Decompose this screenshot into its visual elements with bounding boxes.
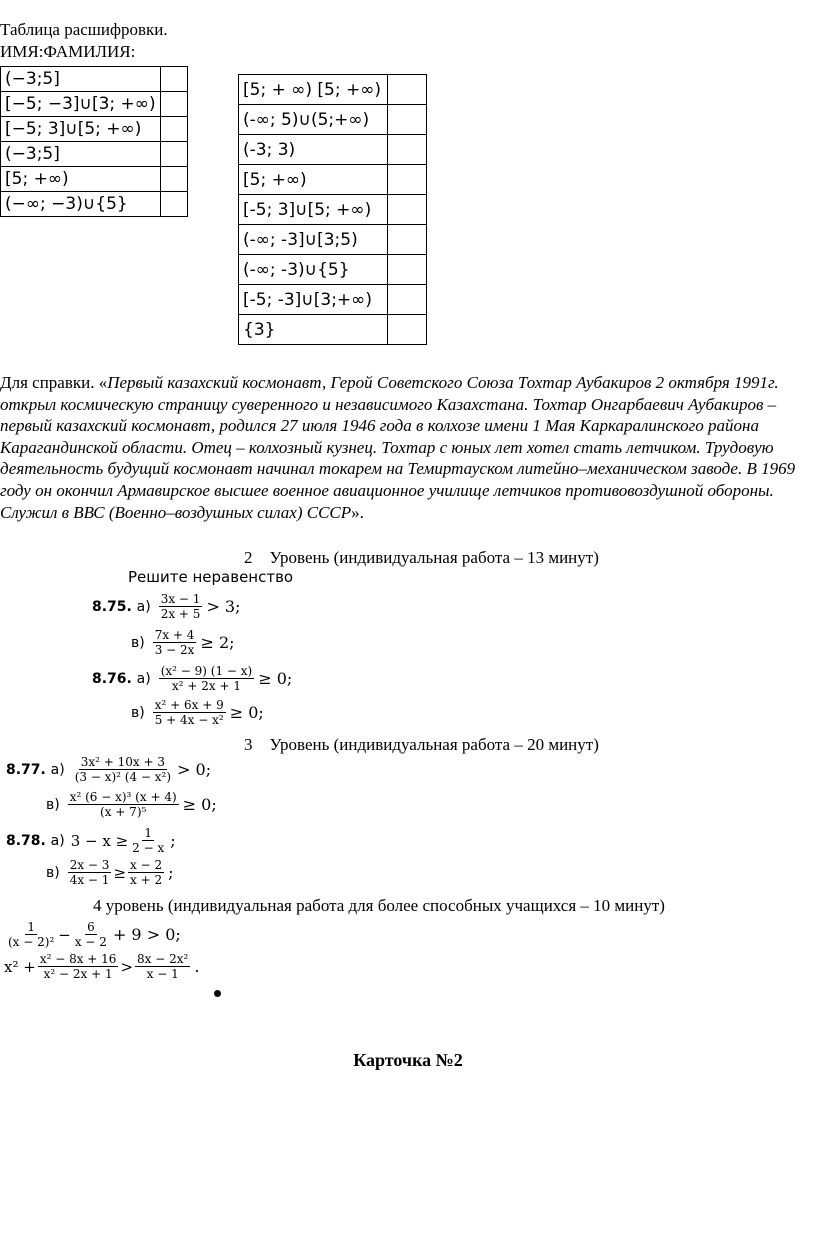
answer-cell[interactable] [388,75,427,105]
table-row [239,285,427,315]
table-row [239,75,427,105]
expression-lead: 3 − x ≥ [70,831,129,850]
fraction [153,698,226,727]
denominator: 2x + 5 [160,607,201,621]
numerator: 3x² + 10x + 3 [80,755,165,769]
answer-cell[interactable] [160,67,187,92]
numerator: x − 2 [130,858,163,872]
numerator: 3x − 1 [160,592,201,606]
answer-cell[interactable] [160,117,187,142]
fraction [159,592,203,621]
answer-cell[interactable] [388,255,427,285]
exercise-8-78-a [6,826,176,855]
table-cell: [−5; 3]∪[5; +∞) [1,117,161,142]
answer-cell[interactable] [160,92,187,117]
exercise-8-77-a [6,755,211,784]
numerator: 2x − 3 [69,858,110,872]
table-row [1,192,188,217]
answer-cell[interactable] [388,315,427,345]
answer-cell[interactable] [160,192,187,217]
level-4-equation-1 [4,920,181,949]
level-3-heading [244,735,599,755]
level-number: 2 [244,548,253,567]
table-cell: (−3;5] [1,67,161,92]
instruction: Решите неравенство [128,568,294,586]
denominator: x² − 2x + 1 [43,967,113,981]
fraction [68,858,112,887]
table-cell: (−3;5] [1,142,161,167]
table-cell: [5; + ∞) [5; +∞) [239,75,388,105]
table-row [239,255,427,285]
denominator: x − 2 [74,935,107,949]
table-cell: {3} [239,315,388,345]
relation: ≥ 0; [229,703,264,722]
relation: + 9 > 0; [112,925,181,944]
terminator: ; [168,863,174,882]
fraction [135,952,190,981]
denominator: 3 − 2x [154,643,195,657]
card-title: Карточка №2 [353,1050,463,1070]
denominator: 4x − 1 [69,873,110,887]
relation: > 0; [177,760,212,779]
level-2-heading [244,548,599,568]
denominator: x + 2 [130,873,163,887]
fraction [130,826,166,855]
level-number: 3 [244,735,253,754]
numerator: (x² − 9) (1 − x) [160,664,253,678]
fraction [153,628,197,657]
level-text: Уровень (индивидуальная работа – 13 минут) [269,548,599,567]
relation: > 3; [206,597,241,616]
exercise-number: 8.75. [92,598,132,615]
table-row [239,195,427,225]
numerator: x² (6 − x)³ (x + 4) [69,790,177,804]
answer-cell[interactable] [388,105,427,135]
table-row [1,117,188,142]
exercise-number: 8.77. [6,761,46,778]
reference-body: Первый казахский космонавт, Герой Советского Союза Тохтар Аубакиров 2 октября 1991г. открыл космическую страницу суверенного и независимого Казахстана. Тохтар Онгарбаевич Аубакиров – первый казахский космонавт, родился 27 июля 1946 года в колхозе имени 1 Мая Каркаралинского района Карагандинской области. Отец – колхозный кузнец. Тохтар с юных лет хотел стать летчиком. Трудовую деятельность будущий космонавт начинал токарем на Темиртауском литейно–механическом заводе. В 1969 году он окончил Армавирское высшее военное авиационное училище летчиков противовоздушной обороны. Служил в ВВС (Военно–воздушных силах) СССР [0,373,796,522]
item-label: в) [131,634,145,651]
relation: ≥ 2; [200,633,235,652]
operator: > [120,957,134,976]
relation: ≥ 0; [258,669,293,688]
item-label: а) [136,598,151,615]
table-row [239,315,427,345]
operator: − [58,925,71,944]
denominator: 5 + 4x − x² [154,713,224,727]
fraction [73,755,173,784]
table-cell: [-5; -3]∪[3;+∞) [239,285,388,315]
item-label: в) [46,864,60,881]
table-row [1,142,188,167]
fraction [38,952,119,981]
decoding-table-left [0,66,188,217]
table-cell: (−∞; −3)∪{5} [1,192,161,217]
page-title: Таблица расшифровки. [0,20,168,39]
numerator: 1 [27,920,35,934]
table-row [1,67,188,92]
denominator: x² + 2x + 1 [171,679,241,693]
exercise-8-75-a [92,592,241,621]
table-row [1,92,188,117]
reference-end: ». [351,502,364,522]
exercise-number: 8.78. [6,832,46,849]
item-label: в) [46,796,60,813]
table-cell: [5; +∞) [239,165,388,195]
denominator: 2 − x [132,841,165,855]
level-4-heading: 4 уровень (индивидуальная работа для более способных учащихся – 10 минут) [93,896,665,915]
table-cell: [-5; 3]∪[5; +∞) [239,195,388,225]
decoding-table-right [238,74,427,345]
exercise-8-77-v [46,790,217,819]
denominator: (x − 2)² [8,935,55,949]
denominator: (x + 7)⁵ [100,805,147,819]
reference-lead: Для справки. « [0,373,108,392]
fraction [159,664,255,693]
relation: ≥ 0; [182,795,217,814]
item-label: а) [50,761,65,778]
numerator: x² − 8x + 16 [39,952,117,966]
name-label: ИМЯ:ФАМИЛИЯ: [0,42,136,61]
item-label: а) [50,832,65,849]
terminator: . [194,957,200,976]
numerator: x² + 6x + 9 [154,698,224,712]
answer-cell[interactable] [388,165,427,195]
fraction [68,790,179,819]
answer-cell[interactable] [160,167,187,192]
denominator: (3 − x)² (4 − x²) [74,770,172,784]
level-4-equation-2 [4,952,199,981]
table-row [239,135,427,165]
table-cell: (-∞; -3)∪{5} [239,255,388,285]
answer-cell[interactable] [388,135,427,165]
table-row [239,225,427,255]
denominator: x − 1 [146,967,179,981]
relation: ≥ [113,863,127,882]
exercise-8-78-v [46,858,174,887]
table-cell: [−5; −3]∪[3; +∞) [1,92,161,117]
fraction [73,920,109,949]
table-row [239,105,427,135]
answer-cell[interactable] [388,195,427,225]
exercise-8-75-v [131,628,235,657]
fraction [128,858,164,887]
table-cell: [5; +∞) [1,167,161,192]
table-cell: (-∞; 5)∪(5;+∞) [239,105,388,135]
answer-cell[interactable] [388,285,427,315]
relation: ; [170,831,176,850]
item-label: а) [136,670,151,687]
table-row [239,165,427,195]
answer-cell[interactable] [388,225,427,255]
exercise-8-76-a [92,664,292,693]
exercise-8-76-v [131,698,264,727]
numerator: 7x + 4 [154,628,195,642]
expression-lead: x² + [4,957,36,976]
level-text: Уровень (индивидуальная работа – 20 минут) [269,735,599,754]
table-cell: (-∞; -3]∪[3;5) [239,225,388,255]
table-cell: (-3; 3) [239,135,388,165]
reference-paragraph [0,372,810,523]
numerator: 6 [87,920,95,934]
answer-cell[interactable] [160,142,187,167]
exercise-number: 8.76. [92,670,132,687]
fraction [6,920,56,949]
bullet-icon [214,990,221,997]
item-label: в) [131,704,145,721]
numerator: 8x − 2x² [137,952,189,966]
numerator: 1 [144,826,153,840]
table-row [1,167,188,192]
